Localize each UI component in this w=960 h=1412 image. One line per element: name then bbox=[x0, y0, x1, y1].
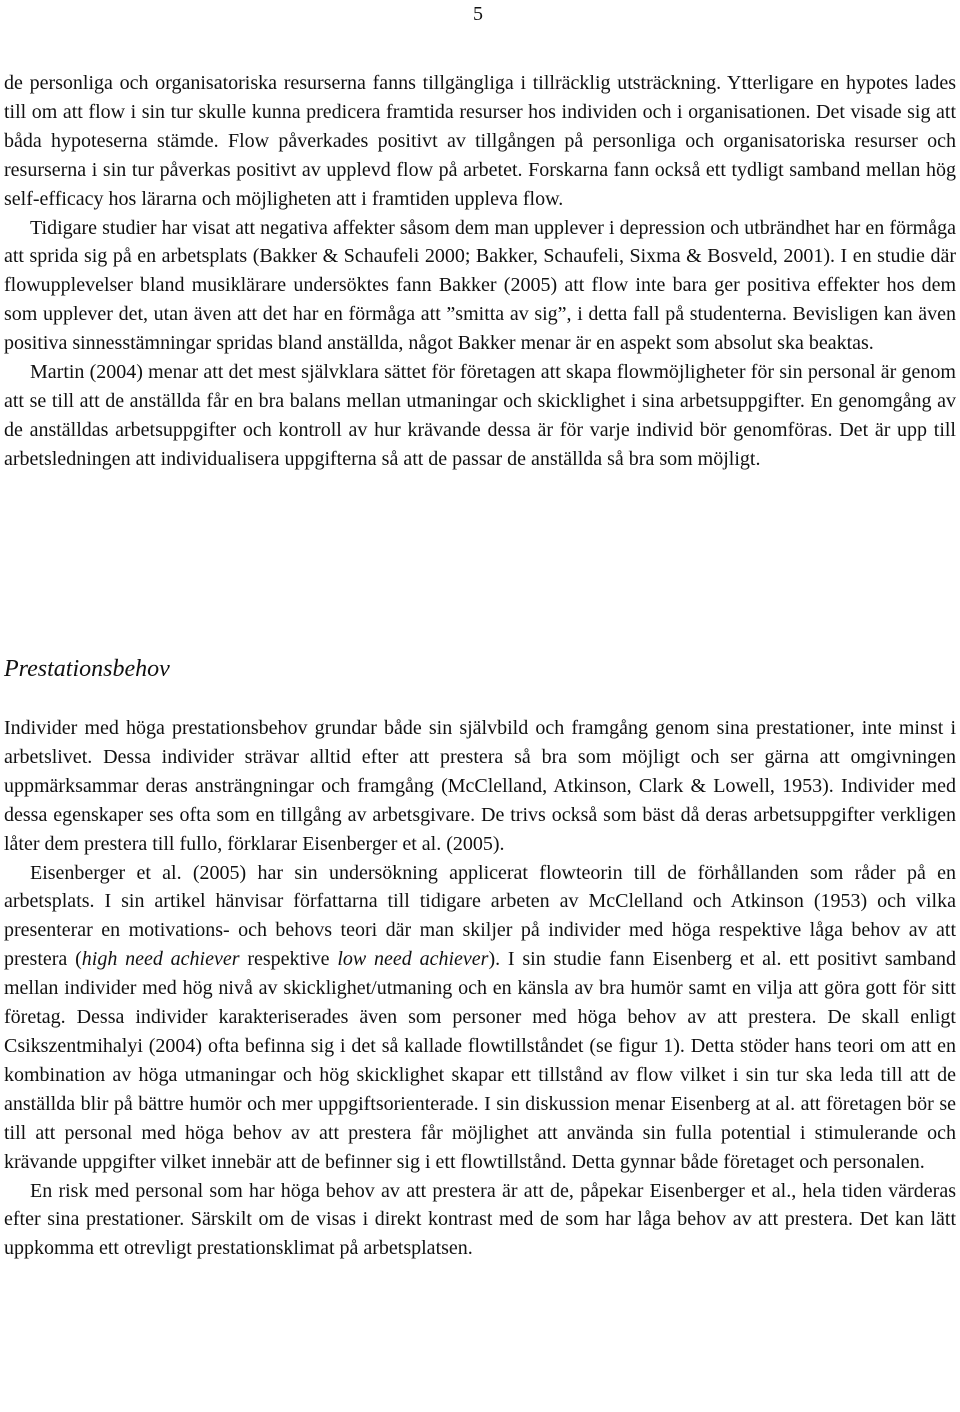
paragraph-risk: En risk med personal som har höga behov av att prestera är att de, påpekar Eisenberger et al., hela tiden värderas efter sina prestationer. Särskilt om de visas i direkt kontrast med de som har låga behov av att prestera. Det kan lätt uppkomma ett otrevligt prestationsklimat på arbetsplatsen. bbox=[4, 1179, 956, 1260]
text-run: Eisenberger et al. (2005) har sin undersökning applicerat flowteorin till de förhållanden som råder på en arbetsplats. I sin artikel hänvisar författarna till tidigare arbeten av McClelland och Atkinson (1953) och vilka presenterar en motivations- och behovs teori där man skiljer på individer med höga respektive låga behov av att prestera ( bbox=[4, 861, 956, 971]
paragraph-high-achievers: Individer med höga prestationsbehov grundar både sin självbild och framgång genom sina prestationer, inte minst i arbetslivet. Dessa individer strävar alltid efter att prestera så bra som möjligt och ser gärna att omgivningen uppmärksammar deras ansträngningar och framgång (McClelland, Atkinson, Clark & Lowell, 1953). Individer med dessa egenskaper ses ofta som en tillgång av arbetsgivare. De trivs också som bäst då deras arbetsuppgifter verkligen låter dem prestera till fullo, förklarar Eisenberger et al. (2005). bbox=[4, 717, 956, 855]
paragraph-flow-resources: de personliga och organisatoriska resurserna fanns tillgängliga i tillräcklig utsträckning. Ytterligare en hypotes lades till om att flow i sin tur skulle kunna predicera framtida resurser hos individen och i organisationen. Det visade sig att båda hypoteserna stämde. Flow påverkades positivt av tillgången på personliga och organisatoriska resurser och resurserna i sin tur påverkas positivt av upplevd flow på arbetet. Forskarna fann också ett tydligt samband mellan hög self-efficacy hos lärarna och möjligheten att i framtiden uppleva flow. bbox=[4, 72, 956, 210]
section-heading-prestationsbehov: Prestationsbehov bbox=[4, 656, 170, 682]
italic-term-low-need-achiever: low need achiever bbox=[337, 948, 489, 971]
text-run: respektive bbox=[239, 948, 338, 971]
section-prestationsbehov bbox=[4, 714, 956, 1263]
paragraph-eisenberger bbox=[4, 859, 956, 1177]
page-number: 5 bbox=[473, 3, 483, 25]
paragraph-martin: Martin (2004) menar att det mest självklara sättet för företagen att skapa flowmöjligheter för sin personal är genom att se till att de anställda får en bra balans mellan utmaningar och skicklighet i sina arbetsuppgifter. En genomgång av de anställdas arbetsuppgifter och kontroll av hur krävande dessa är för varje individ bör genomföras. Det är upp till arbetsledningen att individualisera uppgifterna så att de passar de anställda så bra som möjligt. bbox=[4, 361, 956, 470]
text-run: ). I sin studie fann Eisenberg et al. ett positivt samband mellan individer med hög nivå av skicklighet/utmaning och en känsla av bra humör samt en vilja att göra gott för sitt företag. Dessa individer karakteriserades även som personer med höga behov av att prestera. De skall enligt Csikszentmihalyi (2004) ofta befinna sig i det så kallade flowtillståndet (se figur 1). Detta stöder hans teori om att en kombination av höga utmaningar och hög skicklighet skapar ett tillstånd av flow vilket i sin tur ska leda till att de anställda blir på bättre humör och mer uppgiftsorienterade. I sin diskussion menar Eisenberg at al. att företagen bör se till att personal med höga behov av att prestera får möjlighet att använda sin fulla potential i stimulerande och krävande uppgifter vilket innebär att de befinner sig i ett flowtillstånd. Detta gynnar både företaget och personalen. bbox=[4, 948, 957, 1173]
paragraph-negative-affect: Tidigare studier har visat att negativa affekter såsom dem man upplever i depression och utbrändhet har en förmåga att sprida sig på en arbetsplats (Bakker & Schaufeli 2000; Bakker, Schaufeli, Sixma & Bosveld, 2001). I en studie där flowupplevelser bland musiklärare undersöktes fann Bakker (2005) att flow inte bara ger positiva effekter hos dem som upplever det, utan även att det har en förmåga att ”smitta av sig”, i detta fall på studenterna. Bevisligen kan även positiva sinnesstämningar spridas bland anställda, något Bakker menar är en aspekt som absolut ska beaktas. bbox=[4, 216, 956, 355]
section-continuation bbox=[4, 69, 956, 474]
italic-term-high-need-achiever: high need achiever bbox=[81, 948, 240, 971]
